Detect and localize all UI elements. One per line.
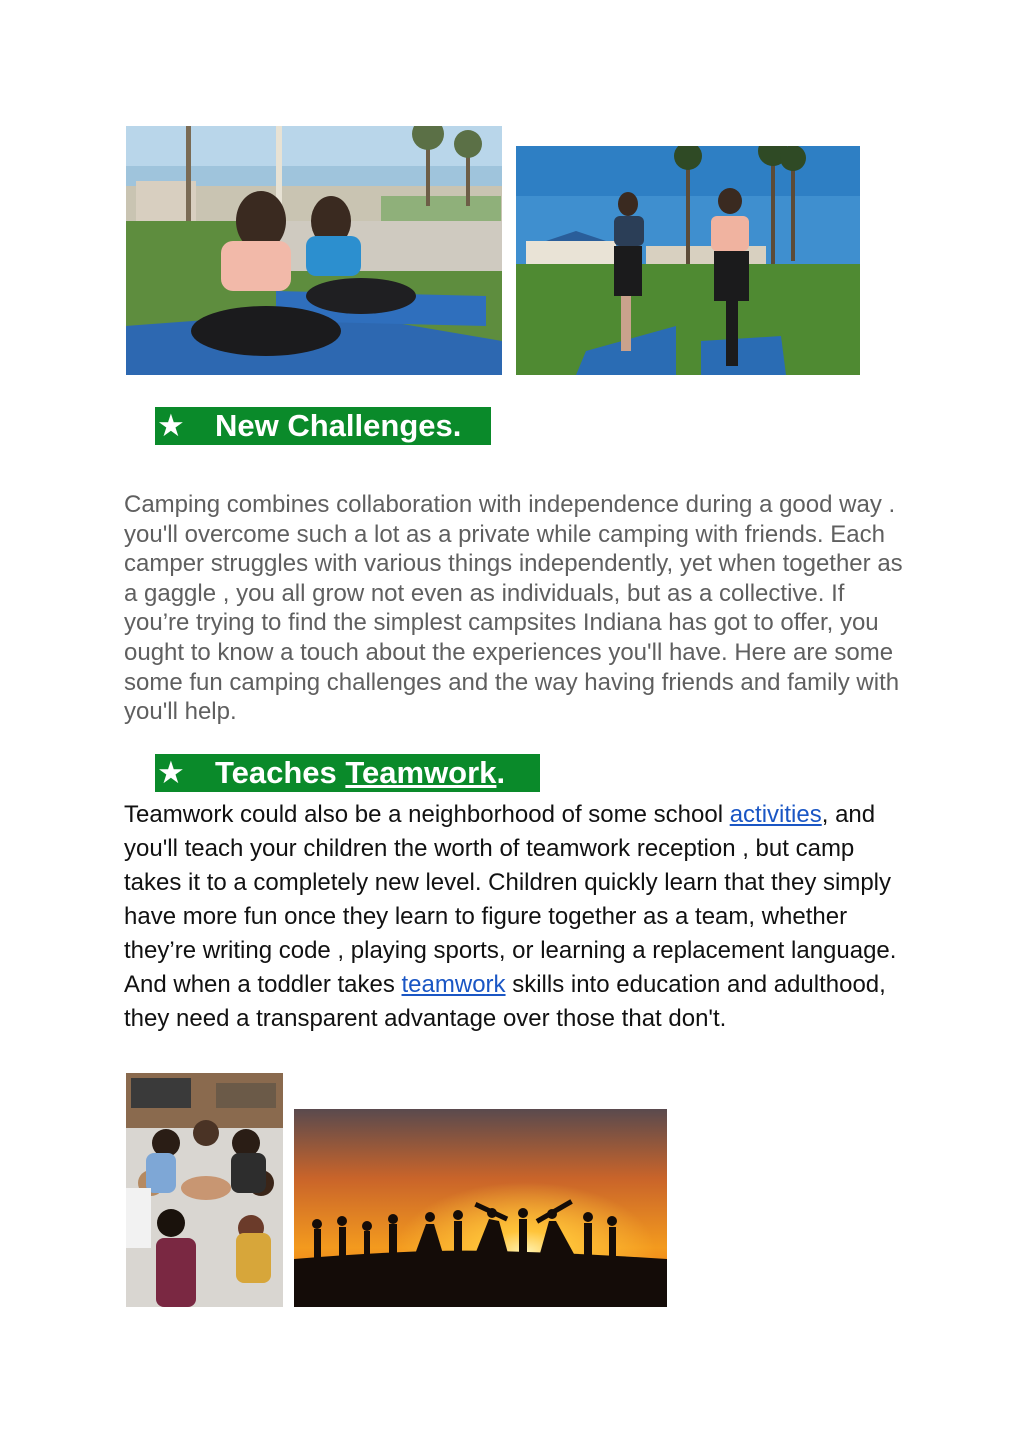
teamwork-heading-link[interactable]: Teamwork [345,755,497,790]
heading-text: New Challenges. [215,408,462,443]
heading-text: Teaches [215,755,346,790]
teaches-teamwork-heading [155,754,540,792]
teamwork-link[interactable]: teamwork [401,971,506,998]
paragraph-text: skills into education and adulthood, they need a transparent advantage over those that don't. [124,971,886,1032]
heading-period: . [496,755,506,790]
activities-link[interactable]: activities [729,801,822,828]
challenges-paragraph: Camping combines collaboration with independence during a good way . you'll overcome such a lot as a private while camping with friends. Each camper struggles with various things independently, yet when together as a gaggle , you all grow not even as individuals, but as a collective. If you’re trying to find the simplest campsites Indiana has got to offer, you ought to know a touch about the experiences you'll have. Here are some some fun camping challenges and the way having friends and family with you'll help. [124,491,903,726]
yoga-tree-pose-photo [516,146,860,375]
paragraph-text: , and you'll teach your children the worth of teamwork reception , but camp takes it to a completely new level. Children quickly learn that they simply have more fun once they learn to figure together as a team, whether they’re writing code , playing sports, or learning a replacement language. And when a toddler takes [124,801,897,998]
star-bullet-icon: ★ [157,755,185,790]
paragraph-text: Teamwork could also be a neighborhood of some school [124,801,730,828]
star-bullet-icon: ★ [157,408,185,443]
new-challenges-heading [155,407,491,445]
team-hands-photo [126,1073,283,1307]
sunset-silhouettes-photo [294,1109,667,1307]
teamwork-paragraph [124,798,914,1036]
yoga-sitting-photo [126,126,502,375]
